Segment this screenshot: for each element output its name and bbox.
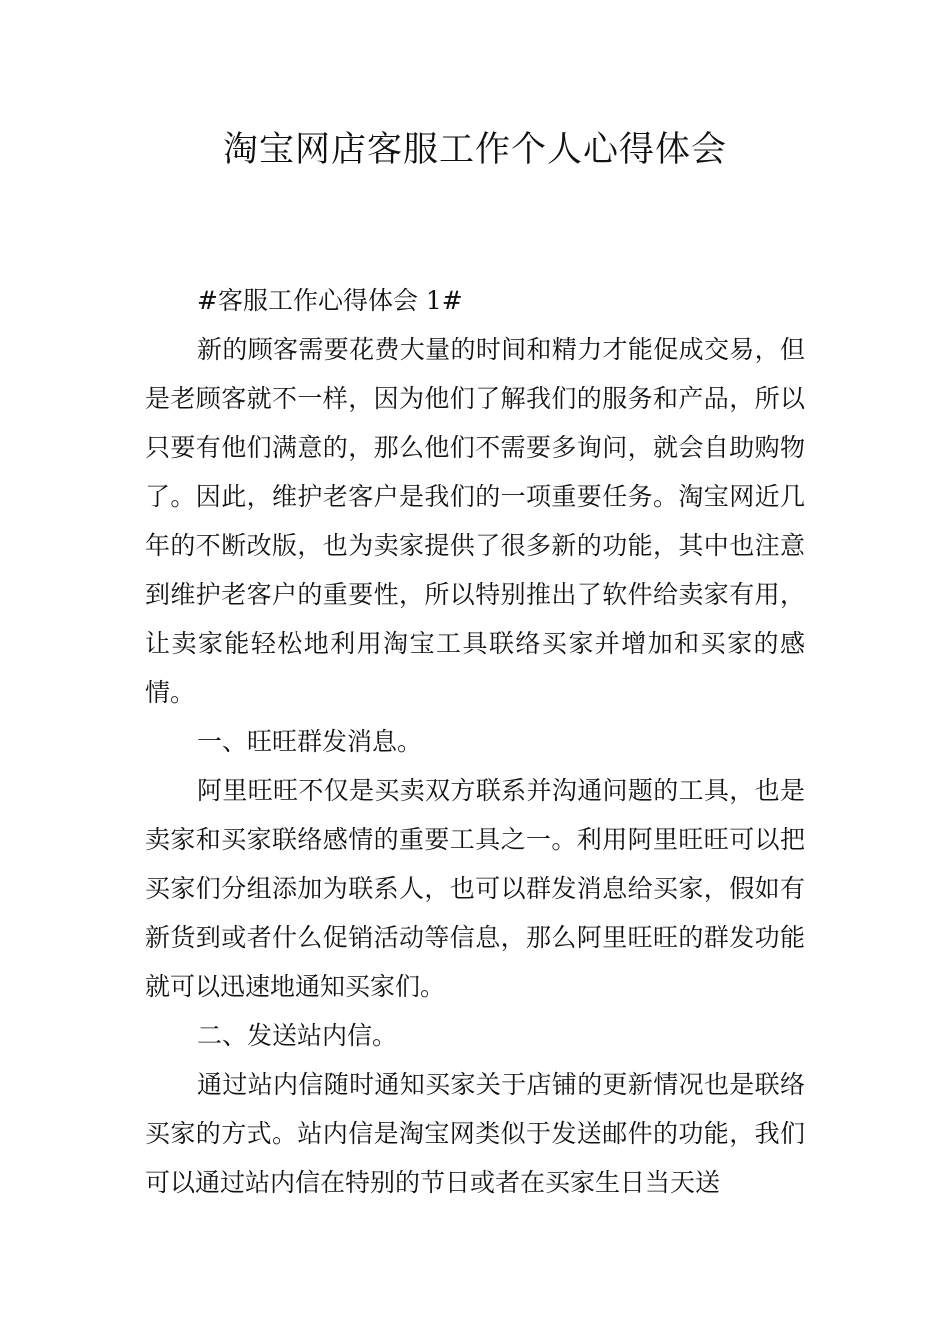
section-heading: 一、旺旺群发消息。 (197, 727, 423, 756)
paragraph: 通过站内信随时通知买家关于店铺的更新情况也是联络买家的方式。站内信是淘宝网类似于发送邮件的功能，我们可以通过站内信在特别的节日或者在买家生日当天送 (145, 1070, 805, 1197)
section-heading: #客服工作心得体会 1# (197, 286, 463, 315)
document-title: 淘宝网店客服工作个人心得体会 (222, 130, 727, 170)
paragraph: 新的顾客需要花费大量的时间和精力才能促成交易，但是老顾客就不一样，因为他们了解我们的服务和产品，所以只要有他们满意的，那么他们不需要多询问，就会自助购物了。因此，维护老客户是我们的一项重要任务。淘宝网近几年的不断改版，也为卖家提供了很多新的功能，其中也注意到维护老客户的重要性，所以特别推出了软件给卖家有用，让卖家能轻松地利用淘宝工具联络买家并增加和买家的感情。 (145, 335, 805, 707)
paragraph: 阿里旺旺不仅是买卖双方联系并沟通问题的工具，也是卖家和买家联络感情的重要工具之一。利用阿里旺旺可以把买家们分组添加为联系人，也可以群发消息给买家，假如有新货到或者什么促销活动等信息，那么阿里旺旺的群发功能就可以迅速地通知买家们。 (145, 776, 805, 1001)
document-body (145, 276, 805, 1207)
section-heading: 二、发送站内信。 (197, 1021, 398, 1050)
